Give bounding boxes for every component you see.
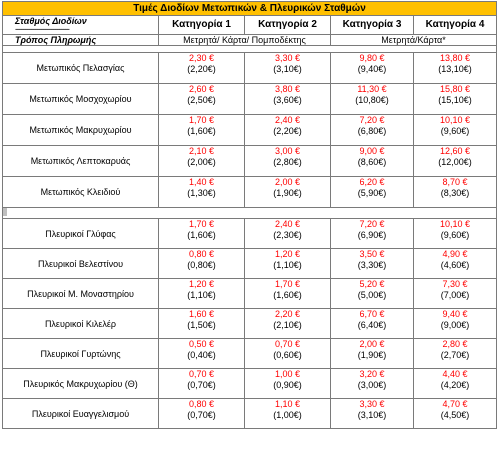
cash-price: 1,20 €: [274, 249, 301, 259]
table-row: [3, 369, 497, 399]
discount-price: (0,70€): [187, 410, 216, 420]
cash-price: 1,00 €: [274, 369, 301, 379]
payment-cat34: Μετρητά/Κάρτα*: [331, 35, 497, 46]
cash-price: 2,80 €: [442, 339, 468, 349]
price-cell: [245, 177, 331, 208]
table-row: [3, 339, 497, 369]
cash-price: 15,80 €: [439, 84, 471, 94]
table-row: [3, 219, 497, 249]
discount-price: (2,70€): [440, 350, 470, 360]
discount-price: (6,80€): [357, 126, 387, 136]
price-cell: [414, 177, 497, 208]
table-row: [3, 146, 497, 177]
cash-price: 6,20 €: [359, 177, 385, 187]
table-row: [3, 115, 497, 146]
cash-price: 1,70 €: [188, 219, 215, 229]
cash-price: 11,30 €: [357, 84, 387, 94]
table-row: [3, 399, 497, 429]
discount-price: (2,20€): [187, 64, 216, 74]
side-stations: [3, 219, 497, 429]
cash-price: 1,20 €: [188, 279, 215, 289]
price-cell: [159, 279, 245, 309]
station-name: Πλευρικοί Μ. Μοναστηρίου: [3, 279, 159, 309]
discount-price: (5,90€): [357, 188, 387, 198]
toll-price-table: [2, 1, 497, 429]
cash-price: 2,20 €: [274, 309, 301, 319]
discount-price: (8,60€): [357, 157, 387, 167]
discount-price: (3,10€): [357, 410, 387, 420]
discount-price: (1,90€): [357, 350, 387, 360]
cash-price: 2,30 €: [188, 53, 215, 63]
cash-price: 4,90 €: [442, 249, 468, 259]
price-cell: [414, 369, 497, 399]
station-name: Πλευρικοί Κιλελέρ: [3, 309, 159, 339]
cash-price: 8,70 €: [442, 177, 468, 187]
price-cell: [414, 115, 497, 146]
cash-price: 6,70 €: [359, 309, 385, 319]
frontal-stations: [3, 53, 497, 208]
cash-price: 7,30 €: [442, 279, 468, 289]
cash-price: 1,10 €: [274, 399, 301, 409]
cash-price: 12,60 €: [439, 146, 471, 156]
discount-price: (9,60€): [440, 126, 470, 136]
discount-price: (0,40€): [187, 350, 216, 360]
category-2-header: Κατηγορία 2: [245, 16, 331, 35]
price-cell: [245, 339, 331, 369]
discount-price: (4,50€): [440, 410, 470, 420]
discount-price: (6,90€): [357, 230, 387, 240]
cash-price: 2,60 €: [188, 84, 215, 94]
price-cell: [414, 146, 497, 177]
cash-price: 3,80 €: [274, 84, 301, 94]
section-gap: [3, 208, 497, 219]
station-name: Πλευρικοί Βελεστίνου: [3, 249, 159, 279]
cash-price: 1,70 €: [188, 115, 215, 125]
price-cell: [331, 53, 414, 84]
table-row: [3, 84, 497, 115]
category-3-header: Κατηγορία 3: [331, 16, 414, 35]
discount-price: (5,00€): [357, 290, 387, 300]
discount-price: (2,80€): [273, 157, 302, 167]
discount-price: (3,60€): [273, 95, 302, 105]
table-row: [3, 309, 497, 339]
station-name: Μετωπικός Μοσχοχωρίου: [3, 84, 159, 115]
discount-price: (2,50€): [187, 95, 216, 105]
cash-price: 4,70 €: [442, 399, 468, 409]
discount-price: (13,10€): [438, 64, 472, 74]
discount-price: (2,00€): [187, 157, 216, 167]
discount-price: (1,60€): [187, 126, 216, 136]
price-cell: [159, 219, 245, 249]
price-cell: [414, 309, 497, 339]
discount-price: (2,10€): [273, 320, 302, 330]
cash-price: 3,20 €: [359, 369, 385, 379]
discount-price: (9,00€): [440, 320, 470, 330]
discount-price: (3,30€): [357, 260, 387, 270]
discount-price: (3,00€): [357, 380, 387, 390]
cash-price: 0,80 €: [188, 399, 215, 409]
cash-price: 2,10 €: [188, 146, 215, 156]
discount-price: (12,00€): [438, 157, 472, 167]
cash-price: 0,50 €: [188, 339, 215, 349]
discount-price: (0,80€): [187, 260, 216, 270]
price-cell: [331, 309, 414, 339]
price-cell: [245, 279, 331, 309]
cash-price: 1,70 €: [274, 279, 301, 289]
table-row: [3, 279, 497, 309]
cash-price: 1,60 €: [188, 309, 215, 319]
price-cell: [414, 279, 497, 309]
table-row: [3, 249, 497, 279]
price-cell: [245, 399, 331, 429]
discount-price: (4,20€): [440, 380, 470, 390]
category-1-header: Κατηγορία 1: [159, 16, 245, 35]
price-cell: [159, 115, 245, 146]
cash-price: 10,10 €: [439, 115, 471, 125]
price-cell: [159, 84, 245, 115]
header-spacer: [3, 46, 497, 53]
cash-price: 0,80 €: [188, 249, 215, 259]
cash-price: 1,40 €: [188, 177, 215, 187]
cash-price: 2,40 €: [274, 115, 301, 125]
header-dashes: ---------------------------: [15, 24, 69, 34]
discount-price: (1,10€): [273, 260, 302, 270]
price-cell: [331, 177, 414, 208]
discount-price: (0,60€): [273, 350, 302, 360]
price-cell: [331, 339, 414, 369]
cash-price: 9,40 €: [442, 309, 468, 319]
price-cell: [414, 219, 497, 249]
price-cell: [245, 219, 331, 249]
discount-price: (1,60€): [273, 290, 302, 300]
cash-price: 0,70 €: [188, 369, 215, 379]
cash-price: 3,00 €: [274, 146, 301, 156]
cash-price: 3,30 €: [274, 53, 301, 63]
station-name: Πλευρικός Μακρυχωρίου (Θ): [3, 369, 159, 399]
price-cell: [331, 369, 414, 399]
station-header: [3, 16, 159, 35]
price-cell: [331, 115, 414, 146]
price-cell: [245, 369, 331, 399]
price-cell: [414, 84, 497, 115]
cash-price: 9,80 €: [359, 53, 385, 63]
payment-cat12: Μετρητά/ Κάρτα/ Πομποδέκτης: [159, 35, 331, 46]
discount-price: (0,70€): [187, 380, 216, 390]
price-cell: [331, 219, 414, 249]
cash-price: 3,50 €: [359, 249, 385, 259]
station-name: Μετωπικός Κλειδιού: [3, 177, 159, 208]
discount-price: (9,60€): [440, 230, 470, 240]
station-name: Μετωπικός Πελασγίας: [3, 53, 159, 84]
cash-price: 7,20 €: [359, 115, 385, 125]
discount-price: (1,30€): [187, 188, 216, 198]
discount-price: (0,90€): [273, 380, 302, 390]
price-cell: [159, 249, 245, 279]
cash-price: 4,40 €: [442, 369, 468, 379]
discount-price: (3,10€): [273, 64, 302, 74]
price-cell: [414, 399, 497, 429]
discount-price: (1,60€): [187, 230, 216, 240]
price-cell: [331, 399, 414, 429]
price-cell: [245, 309, 331, 339]
price-cell: [331, 84, 414, 115]
price-cell: [245, 249, 331, 279]
discount-price: (2,30€): [273, 230, 302, 240]
price-cell: [245, 115, 331, 146]
station-name: Μετωπικός Μακρυχωρίου: [3, 115, 159, 146]
price-cell: [331, 249, 414, 279]
cash-price: 7,20 €: [359, 219, 385, 229]
price-cell: [414, 249, 497, 279]
discount-price: (1,00€): [273, 410, 302, 420]
payment-method-label: Τρόπος Πληρωμής: [3, 35, 159, 46]
discount-price: (1,90€): [273, 188, 302, 198]
discount-price: (4,60€): [440, 260, 470, 270]
discount-price: (9,40€): [357, 64, 387, 74]
price-cell: [414, 53, 497, 84]
price-cell: [245, 53, 331, 84]
price-cell: [331, 279, 414, 309]
discount-price: (1,50€): [187, 320, 216, 330]
discount-price: (2,20€): [273, 126, 302, 136]
price-cell: [331, 146, 414, 177]
station-name: Μετωπικός Λεπτοκαρυάς: [3, 146, 159, 177]
cash-price: 2,00 €: [359, 339, 385, 349]
table-row: [3, 53, 497, 84]
price-cell: [414, 339, 497, 369]
station-label: Σταθμός Διοδίων: [15, 16, 87, 26]
price-cell: [159, 53, 245, 84]
discount-price: (6,40€): [357, 320, 387, 330]
price-cell: [159, 339, 245, 369]
station-name: Πλευρικοί Ευαγγελισμού: [3, 399, 159, 429]
price-cell: [245, 146, 331, 177]
price-cell: [159, 146, 245, 177]
discount-price: (1,10€): [187, 290, 216, 300]
discount-price: (15,10€): [438, 95, 472, 105]
toll-price-sheet: [2, 1, 496, 429]
price-cell: [159, 309, 245, 339]
discount-price: (7,00€): [440, 290, 470, 300]
cash-price: 9,00 €: [359, 146, 385, 156]
cash-price: 10,10 €: [439, 219, 471, 229]
section-marker: [3, 208, 7, 216]
cash-price: 5,20 €: [359, 279, 385, 289]
table-row: [3, 177, 497, 208]
cash-price: 2,00 €: [274, 177, 301, 187]
price-cell: [159, 399, 245, 429]
cash-price: 0,70 €: [274, 339, 301, 349]
cash-price: 3,30 €: [359, 399, 385, 409]
price-cell: [159, 177, 245, 208]
cash-price: 2,40 €: [274, 219, 301, 229]
station-name: Πλευρικοί Γλύφας: [3, 219, 159, 249]
station-name: Πλευρικοί Γυρτώνης: [3, 339, 159, 369]
discount-price: (8,30€): [440, 188, 470, 198]
cash-price: 13,80 €: [439, 53, 471, 63]
category-4-header: Κατηγορία 4: [414, 16, 497, 35]
table-title: Τιμές Διοδίων Μετωπικών & Πλευρικών Σταθμών: [3, 2, 497, 16]
price-cell: [159, 369, 245, 399]
discount-price: (10,80€): [355, 95, 389, 105]
price-cell: [245, 84, 331, 115]
